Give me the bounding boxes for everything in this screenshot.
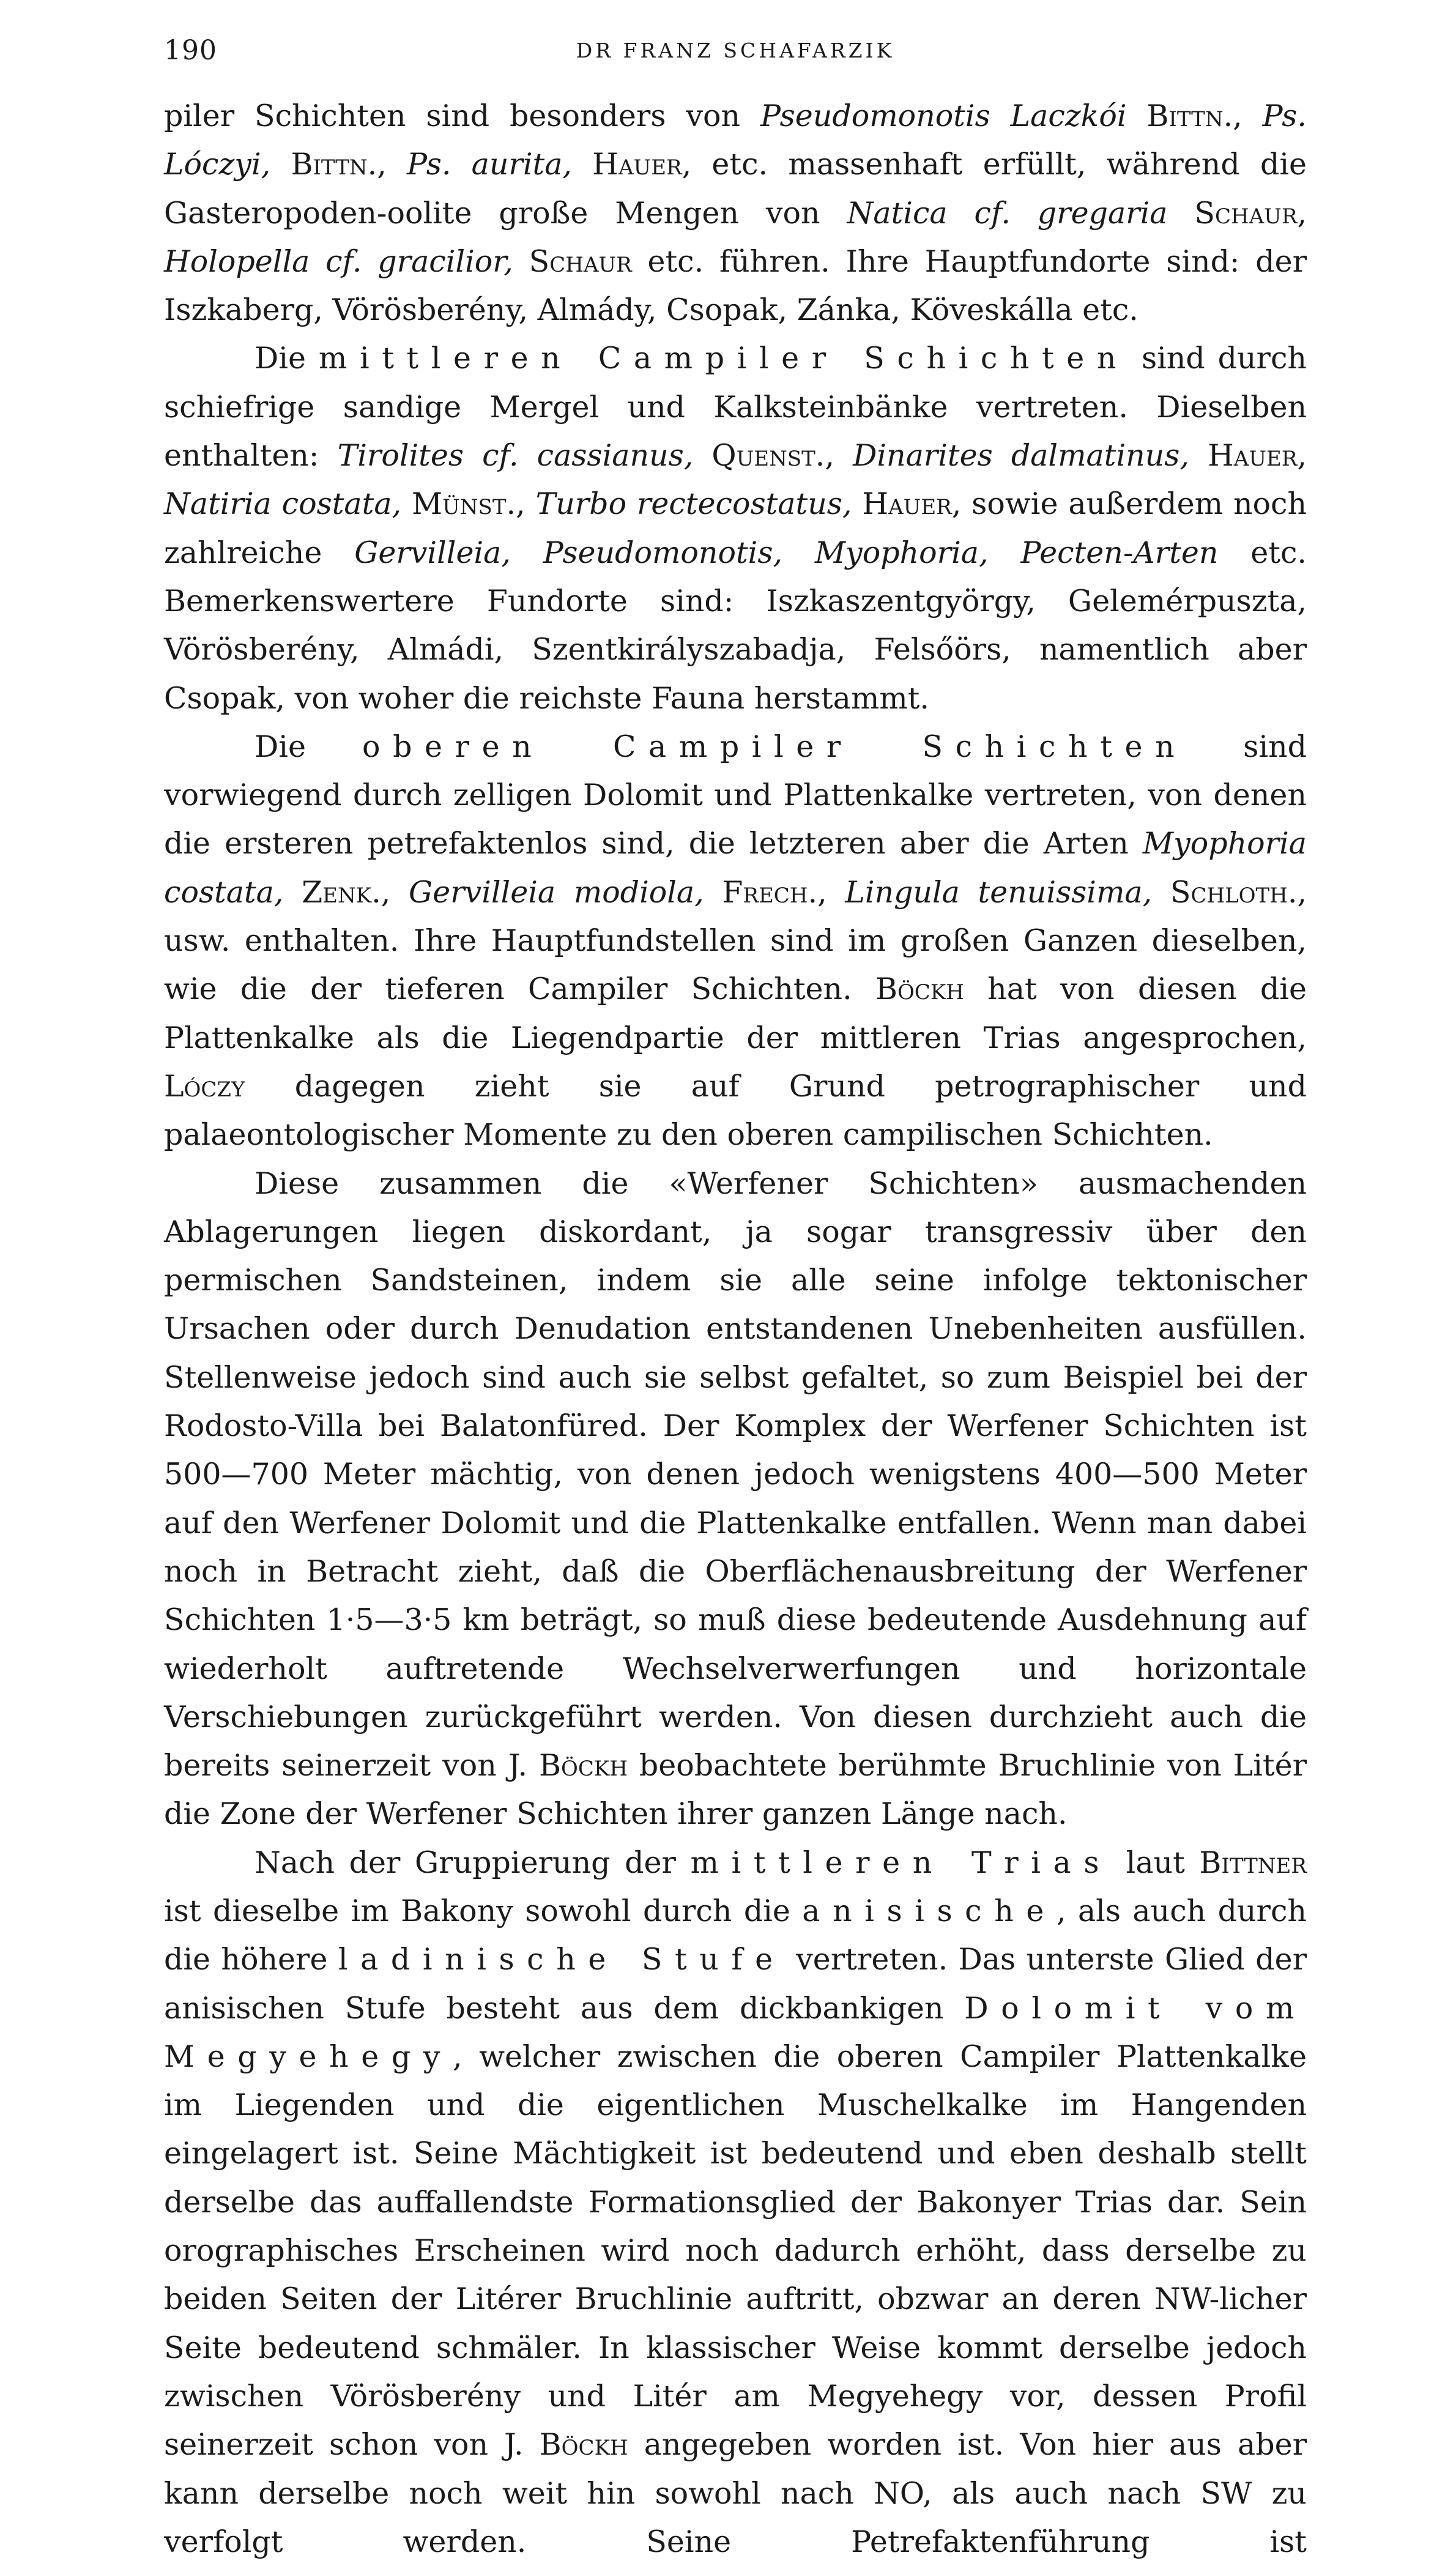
running-title: DR FRANZ SCHAFARZIK — [576, 39, 895, 62]
text-run: vertreten. Das unterste Glied der anisischen Stufe besteht aus dem dickbankigen — [164, 1942, 1307, 2026]
text-run: sind vorwiegend durch zelligen Dolomit und Plattenkalke vertreten, von denen die ersteren petrefaktenlos sind, die letzteren aber die Arten — [164, 729, 1307, 861]
text-run: Diese zusammen die «Werfener Schichten» ausmachenden Ablagerungen liegen diskordant, ja sogar transgressiv über den permischen Sandsteinen, indem sie alle seine infolge tektonischer Ursachen oder durch Denudation entstandenen Unebenheiten ausfüllen. Stellenweise jedoch sind auch sie selbst gefaltet, so zum Beispiel bei der Rodosto-Villa bei Balatonfüred. Der Komplex der Werfener Schichten ist 500—700 Meter mächtig, von denen jedoch wenigstens 400—500 Meter auf den Werfener Dolomit und die Plattenkalke entfallen. Wenn man dabei noch in Betracht zieht, daß die Oberflächenausbreitung der Werfener Schichten 1·5—3·5 km beträgt, so muß diese bedeutende Ausdehnung auf wiederholt auftretende Wechselverwerfungen und horizontale Verschiebungen zurückgeführt werden. Von diesen durchzieht auch die bereits seinerzeit von J. — [164, 1166, 1307, 1783]
author-name: Hauer — [592, 147, 682, 182]
text-run — [270, 147, 291, 182]
italic-taxon: Holopella cf. gracilior, — [164, 244, 513, 279]
text-run: , — [1297, 195, 1307, 231]
italic-taxon: Natiria costata, — [164, 486, 402, 522]
page-number: 190 — [164, 35, 217, 66]
author-name: Schaur — [1194, 195, 1298, 231]
text-run: , — [516, 486, 536, 522]
italic-taxon: Turbo rectecostatus, — [535, 486, 852, 522]
author-name: Hauer — [862, 486, 952, 522]
text-run: etc. führen. Ihre Hauptfundorte sind: der Iszkaberg, Vörösberény, Almády, Csopak, Zánka, Köveskálla etc. — [164, 244, 1307, 328]
page-header — [164, 29, 1307, 72]
text-run: laut — [1112, 1845, 1200, 1880]
paragraph — [164, 334, 1307, 722]
body-text — [164, 92, 1307, 2566]
text-run — [401, 486, 412, 521]
italic-taxon: Dinarites dalmatinus, — [853, 438, 1189, 474]
text-run: dagegen zieht sie auf Grund petrographischer und palaeontologischer Momente zu den oberen campilischen Schichten. — [164, 1068, 1307, 1153]
text-run: , welcher zwischen die oberen Campiler Plattenkalke im Liegenden und die eigentlichen Muschelkalke im Hangenden eingelagert ist. Seine Mächtigkeit ist bedeutend und eben deshalb stellt derselbe das auffallendste Formationsglied der Bakonyer Trias dar. Sein orographisches Erscheinen wird noch dadurch erhöht, dass derselbe zu beiden Seiten der Litérer Bruchlinie auftritt, obzwar an deren NW-licher Seite bedeutend schmäler. In klassischer Weise kommt derselbe jedoch zwischen Vörösberény und Litér am Megyehegy vor, dessen Profil seinerzeit schon von J. — [164, 2039, 1307, 2463]
italic-taxon: Lingula tenuissima, — [845, 874, 1153, 910]
author-name: Lóczy — [164, 1068, 245, 1104]
author-name: Bittner — [1199, 1845, 1307, 1880]
text-run: sind durch schiefrige sandige Mergel und Kalksteinbänke vertreten. Dieselben enthalten: — [164, 341, 1307, 474]
paragraph — [164, 723, 1307, 1159]
spaced-term: ladinische Stufe — [338, 1942, 786, 1977]
text-run — [1152, 875, 1170, 910]
text-run: , sowie außerdem noch zahlreiche — [164, 486, 1307, 570]
text-run: , als auch durch die höhere — [164, 1893, 1307, 1977]
text-run: etc. Bemerkenswertere Fundorte sind: Iszkaszentgyörgy, Gelemérpuszta, Vörösberény, Almádi, Szentkirályszabadja, Felsőörs, namentlich aber Csopak, von woher die reichste Fauna herstammt. — [164, 535, 1307, 716]
italic-taxon: Tirolites cf. cassianus, — [337, 438, 694, 474]
author-name: Schloth. — [1170, 874, 1298, 910]
spaced-term: mittleren Campiler Schichten — [318, 341, 1129, 376]
italic-taxon: Natica cf. gregaria — [847, 195, 1168, 231]
author-name: Hauer — [1208, 438, 1298, 474]
author-name: Böckh — [539, 2427, 628, 2463]
text-run — [1127, 99, 1147, 133]
spaced-term: Dolomit vom Megyehegy — [164, 1990, 1307, 2074]
text-run: hat von diesen die Plattenkalke als die Liegendpartie der mittleren Trias angesprochen, — [164, 972, 1307, 1055]
italic-taxon: Gervilleia modiola, — [408, 874, 704, 910]
text-run: Die — [254, 729, 362, 764]
text-run: , — [1233, 99, 1263, 133]
text-run: piler Schichten sind besonders von — [164, 99, 760, 133]
italic-taxon: Gervilleia, Pseudomonotis, Myophoria, Pecten-Arten — [354, 535, 1219, 570]
text-run — [704, 875, 722, 910]
text-run: , — [381, 874, 409, 910]
spaced-term: anisische — [802, 1893, 1057, 1928]
spaced-term: mittleren Trias — [690, 1845, 1112, 1880]
paragraph — [164, 1839, 1307, 2566]
text-run — [852, 486, 863, 521]
text-run: , — [377, 147, 407, 182]
author-name: Quenst. — [711, 438, 825, 474]
text-run: Die — [254, 341, 319, 376]
italic-taxon: Ps. aurita, — [407, 147, 573, 182]
text-run: ist dieselbe im Bakony sowohl durch die — [164, 1893, 803, 1928]
text-run — [572, 147, 592, 182]
text-run — [693, 438, 711, 473]
text-run — [1167, 196, 1194, 231]
author-name: Böckh — [875, 972, 964, 1007]
text-run: , usw. enthalten. Ihre Hauptfundstellen sind im großen Ganzen dieselben, wie die der tieferen Campiler Schichten. — [164, 874, 1307, 1007]
text-run: , — [1297, 438, 1307, 474]
italic-taxon: Pseudomonotis Laczkói — [760, 99, 1127, 133]
text-run: Nach der Gruppierung der — [254, 1845, 691, 1880]
text-run: , etc. massenhaft erfüllt, während die Gasteropoden-oolite große Mengen von — [164, 147, 1307, 231]
spaced-term: oberen Campiler Schichten — [362, 729, 1187, 764]
italic-taxon: Ps. Lóczyi, — [164, 99, 1307, 182]
author-name: Münst. — [411, 486, 516, 522]
text-run: beobachtete berühmte Bruchlinie von Litér die Zone der Werfener Schichten ihrer ganzen Länge nach. — [164, 1748, 1307, 1832]
author-name: Zenk. — [302, 874, 381, 910]
author-name: Böckh — [539, 1748, 628, 1783]
author-name: Bittn. — [1146, 99, 1233, 133]
text-run: angegeben worden ist. Von hier aus aber kann derselbe noch weit hin sowohl nach NO, als auch nach SW zu verfolgt werden. Seine Petrefaktenführung ist — [164, 2427, 1307, 2559]
author-name: Bittn. — [291, 147, 377, 182]
author-name: Schaur — [529, 244, 632, 279]
text-run — [1189, 438, 1208, 473]
author-name: Frech. — [722, 874, 818, 910]
text-run: , — [825, 438, 853, 474]
text-run — [283, 875, 302, 910]
italic-taxon: Myophoria costata, — [164, 826, 1307, 910]
paragraph — [164, 92, 1307, 334]
text-run: , — [817, 874, 845, 910]
paragraph — [164, 1159, 1307, 1839]
text-run — [513, 244, 529, 279]
